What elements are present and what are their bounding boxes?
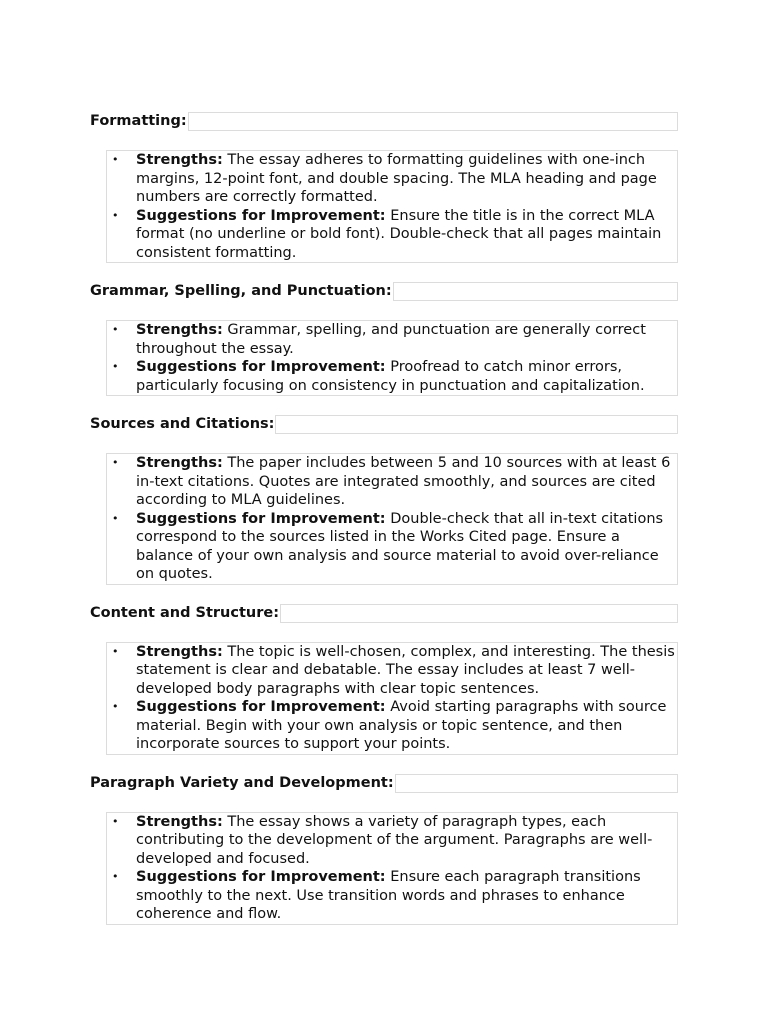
section-heading: Content and Structure: [90,604,280,621]
section-heading-box [90,112,678,131]
bullet-icon: • [112,360,119,373]
item-lead: Strengths: [136,152,223,168]
bullet-icon: • [112,456,119,469]
bullet-icon: • [112,153,119,166]
list-item [107,454,677,510]
section-heading-box [90,282,678,301]
list-item [107,151,677,207]
bullet-list [107,151,677,262]
bullet-list [107,813,677,924]
item-text: Proofread to catch minor errors, particularly focusing on consistency in punctuation and capitalization. [136,359,645,394]
bullet-icon: • [112,323,119,336]
bullet-icon: • [112,870,119,883]
bullet-box [106,812,678,925]
section-heading: Paragraph Variety and Development: [90,774,394,791]
item-lead: Suggestions for Improvement: [136,510,386,527]
item-text: The paper includes between 5 and 10 sources with at least 6 in-text citations. Quotes are integrated smoothly, and sources are cited according to MLA guidelines. [136,455,671,508]
item-text: The essay adheres to formatting guidelines with one-inch margins, 12-point font, and double spacing. The MLA heading and page numbers are correctly formatted. [136,152,657,205]
bullet-icon: • [112,644,119,658]
section-formatting [90,112,678,263]
list-item [107,207,677,263]
item-lead: Suggestions for Improvement: [136,359,386,375]
item-text: The topic is well-chosen, complex, and interesting. The thesis statement is clear and debatable. The essay includes at least 7 well-developed body paragraphs with clear topic sentences. [136,643,675,697]
section-paragraph-variety [90,774,678,925]
section-content-structure [90,604,678,755]
section-heading-box [90,774,678,793]
item-lead: Strengths: [136,322,223,338]
section-heading: Grammar, Spelling, and Punctuation: [90,283,392,299]
section-heading: Formatting: [90,113,187,129]
section-sources [90,415,678,585]
bullet-box [106,642,678,755]
item-text: Avoid starting paragraphs with source material. Begin with your own analysis or topic sentence, and then incorporate sources to support your points. [136,699,667,752]
bullet-list [107,454,677,584]
item-text: Grammar, spelling, and punctuation are generally correct throughout the essay. [136,322,646,357]
bullet-icon: • [112,208,119,222]
list-item [107,868,677,924]
item-text: Ensure the title is in the correct MLA format (no underline or bold font). Double-check that all pages maintain consistent formatting. [136,207,662,261]
bullet-icon: • [112,511,119,525]
section-heading-box [90,604,678,623]
list-item [107,510,677,584]
list-item [107,813,677,869]
bullet-box [106,150,678,263]
item-text: The essay shows a variety of paragraph types, each contributing to the development of the argument. Paragraphs are well-developed and focused. [136,813,653,867]
section-heading: Sources and Citations: [90,416,275,432]
section-grammar [90,282,678,396]
bullet-box [106,453,678,585]
item-lead: Strengths: [136,813,223,830]
item-lead: Strengths: [136,455,223,471]
list-item [107,643,677,699]
bullet-icon: • [112,814,119,828]
item-lead: Suggestions for Improvement: [136,207,386,224]
item-text: Double-check that all in-text citations correspond to the sources listed in the Works Cited page. Ensure a balance of your own analysis and source material to avoid over-reliance on quotes. [136,510,664,582]
item-lead: Strengths: [136,643,223,660]
list-item [107,321,677,358]
bullet-box [106,320,678,396]
item-lead: Suggestions for Improvement: [136,699,386,715]
bullet-icon: • [112,700,119,713]
bullet-list [107,321,677,395]
section-heading-box [90,415,678,434]
list-item [107,358,677,395]
item-lead: Suggestions for Improvement: [136,869,386,885]
bullet-list [107,643,677,754]
document-content [90,112,678,944]
list-item [107,698,677,754]
item-text: Ensure each paragraph transitions smoothly to the next. Use transition words and phrases to enhance coherence and flow. [136,869,641,922]
